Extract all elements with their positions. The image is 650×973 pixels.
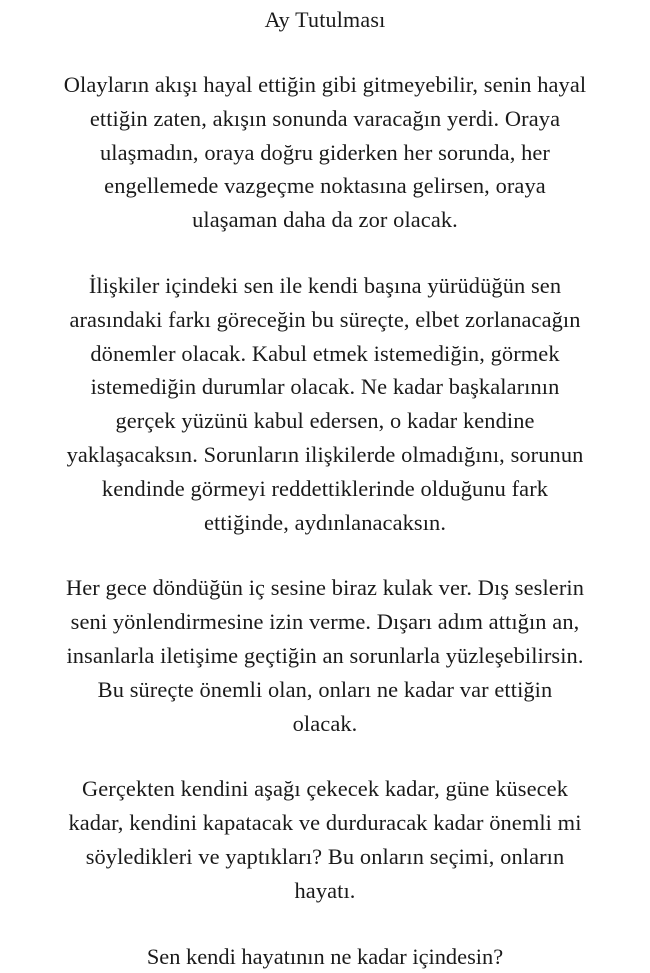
paragraph-3 [14, 571, 636, 740]
text-line: ulaşmadın, oraya doğru giderken her sorunda, her [100, 139, 550, 165]
document-title: Ay Tutulması [264, 7, 386, 32]
text-line: ettiğinde, aydınlanacaksın. [203, 509, 447, 535]
text-line: kendinde görmeyi reddettiklerinde olduğunu fark [101, 475, 549, 501]
text-line: Gerçekten kendini aşağı çekecek kadar, güne küsecek [82, 776, 568, 802]
text-line: Olayların akışı hayal ettiğin gibi gitmeyebilir, senin hayal [63, 72, 587, 97]
text-line: seni yönlendirmesine izin verme. Dışarı adım attığın an, [70, 609, 580, 635]
text-line: insanlarla iletişime geçtiğin an sorunlarla yüzleşebilirsin. [66, 642, 584, 668]
text-line: ulaşaman daha da zor olacak. [192, 207, 458, 233]
paragraph-1 [14, 68, 636, 237]
text-line: hayatı. [294, 877, 356, 903]
paragraph-4 [14, 772, 636, 907]
paragraph-2 [14, 269, 636, 539]
text-line: kadar, kendini kapatacak ve durduracak kadar önemli mi [68, 810, 582, 836]
closing-question: Sen kendi hayatının ne kadar içindesin? [146, 943, 504, 969]
text-line: istemediğin durumlar olacak. Ne kadar başkalarının [90, 374, 560, 400]
text-line: engellemede vazgeçme noktasına gelirsen, oraya [104, 173, 546, 199]
text-line: gerçek yüzünü kabul edersen, o kadar kendine [115, 408, 535, 434]
text-line: İlişkiler içindeki sen ile kendi başına yürüdüğün sen [88, 272, 562, 298]
text-line: olacak. [292, 710, 358, 736]
text-line: dönemler olacak. Kabul etmek istemediğin, görmek [90, 340, 560, 366]
text-line: yaklaşacaksın. Sorunların ilişkilerde olmadığını, sorunun [66, 441, 584, 467]
text-line: Her gece döndüğün iç sesine biraz kulak ver. Dış seslerin [65, 575, 585, 601]
text-line: arasındaki farkı göreceğin bu süreçte, elbet zorlanacağın [69, 306, 581, 332]
text-line: ettiğin zaten, akışın sonunda varacağın yerdi. Oraya [89, 105, 561, 131]
text-line: söyledikleri ve yaptıkları? Bu onların seçimi, onların [85, 843, 565, 869]
text-line: Bu süreçte önemli olan, onları ne kadar var ettiğin [97, 676, 553, 702]
